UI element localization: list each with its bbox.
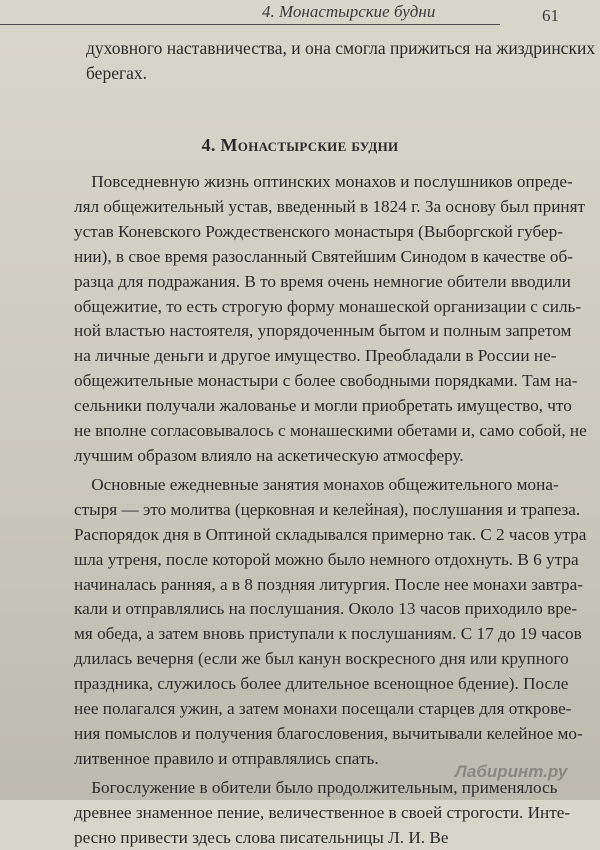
watermark-logo: Лабиринт.ру [455, 762, 568, 781]
page-number: 61 [542, 6, 559, 25]
text-line: нее полагался ужин, а затем монахи посещали старцев для открове- [74, 699, 572, 719]
text-line: Повседневную жизнь оптинских монахов и послушников опреде- [74, 172, 573, 191]
carry-over-paragraph [86, 36, 596, 86]
text-line: стыря — это молитва (церковная и келейная), послушания и трапеза. [74, 499, 581, 519]
text-line: лял общежительный устав, введенный в 1824 г. За основу был принят [74, 196, 586, 216]
text-line: общежитие, то есть строгую форму монашеской организации с силь- [74, 296, 582, 316]
text-line: берегах. [86, 63, 148, 83]
text-line: длилась вечерня (если же был канун воскресного дня или крупного [74, 649, 569, 669]
paragraph [74, 776, 594, 850]
running-title: 4. Монастырские будни [262, 2, 436, 21]
paragraph [74, 170, 594, 469]
text-line: шла утреня, после которой можно было немного отдохнуть. В 6 утра [74, 549, 579, 569]
text-line: на личные деньги и другое имущество. Преобладали в России не- [74, 346, 557, 366]
text-line: не вполне согласовывалось с монашескими обетами и, само собой, не [74, 421, 587, 441]
text-line: начиналась ранняя, а в 8 поздняя литургия. После нее монахи завтра- [74, 574, 583, 594]
text-line: духовного наставничества, и она смогла прижиться на жиздринских [86, 38, 596, 58]
paragraph [74, 473, 594, 772]
text-line: Богослужение в обители было продолжительным, применялось [74, 777, 558, 797]
text-line: праздника, служилось более длительное всенощное бдение). После [74, 674, 569, 694]
text-line: литвенное правило и отправлялись спать. [74, 748, 379, 768]
text-line: лучшим образом влияло на аскетическую атмосферу. [74, 445, 464, 465]
text-line: кали и отправлялись на послушания. Около 13 часов приходило вре- [74, 599, 578, 619]
text-line: ния помыслов и получения благословения, вычитывали келейное мо- [74, 723, 583, 743]
text-line: нии), в свое время разосланный Святейшим Синодом в качестве об- [74, 246, 573, 266]
body-text [74, 170, 594, 850]
text-line: древнее знаменное пение, величественное в своей строгости. Инте- [74, 802, 571, 822]
text-line: ресно привести здесь слова писательницы Л. И. Ве [74, 827, 449, 847]
text-line: сельники получали жалованье и могли приобретать имущество, что [74, 396, 572, 416]
text-line: общежительные монастыри с более свободными порядками. Там на- [74, 371, 578, 391]
section-heading: 4. Монастырские будни [201, 135, 399, 155]
header-rule [0, 24, 500, 25]
text-line: Распорядок дня в Оптиной складывался примерно так. С 2 часов утра [74, 524, 587, 544]
text-line: Основные ежедневные занятия монахов общежительного мона- [74, 474, 559, 494]
running-header [0, 0, 600, 30]
text-line: мя обеда, а затем вновь приступали к послушаниям. С 17 до 19 часов [74, 624, 582, 644]
text-line: разца для подражания. В то время очень немногие обители вводили [74, 271, 571, 291]
text-line: ной властью настоятеля, упорядоченным бытом и полным запретом [74, 321, 572, 341]
text-line: устав Коневского Рождественского монастыря (Выборгской губер- [74, 221, 563, 241]
